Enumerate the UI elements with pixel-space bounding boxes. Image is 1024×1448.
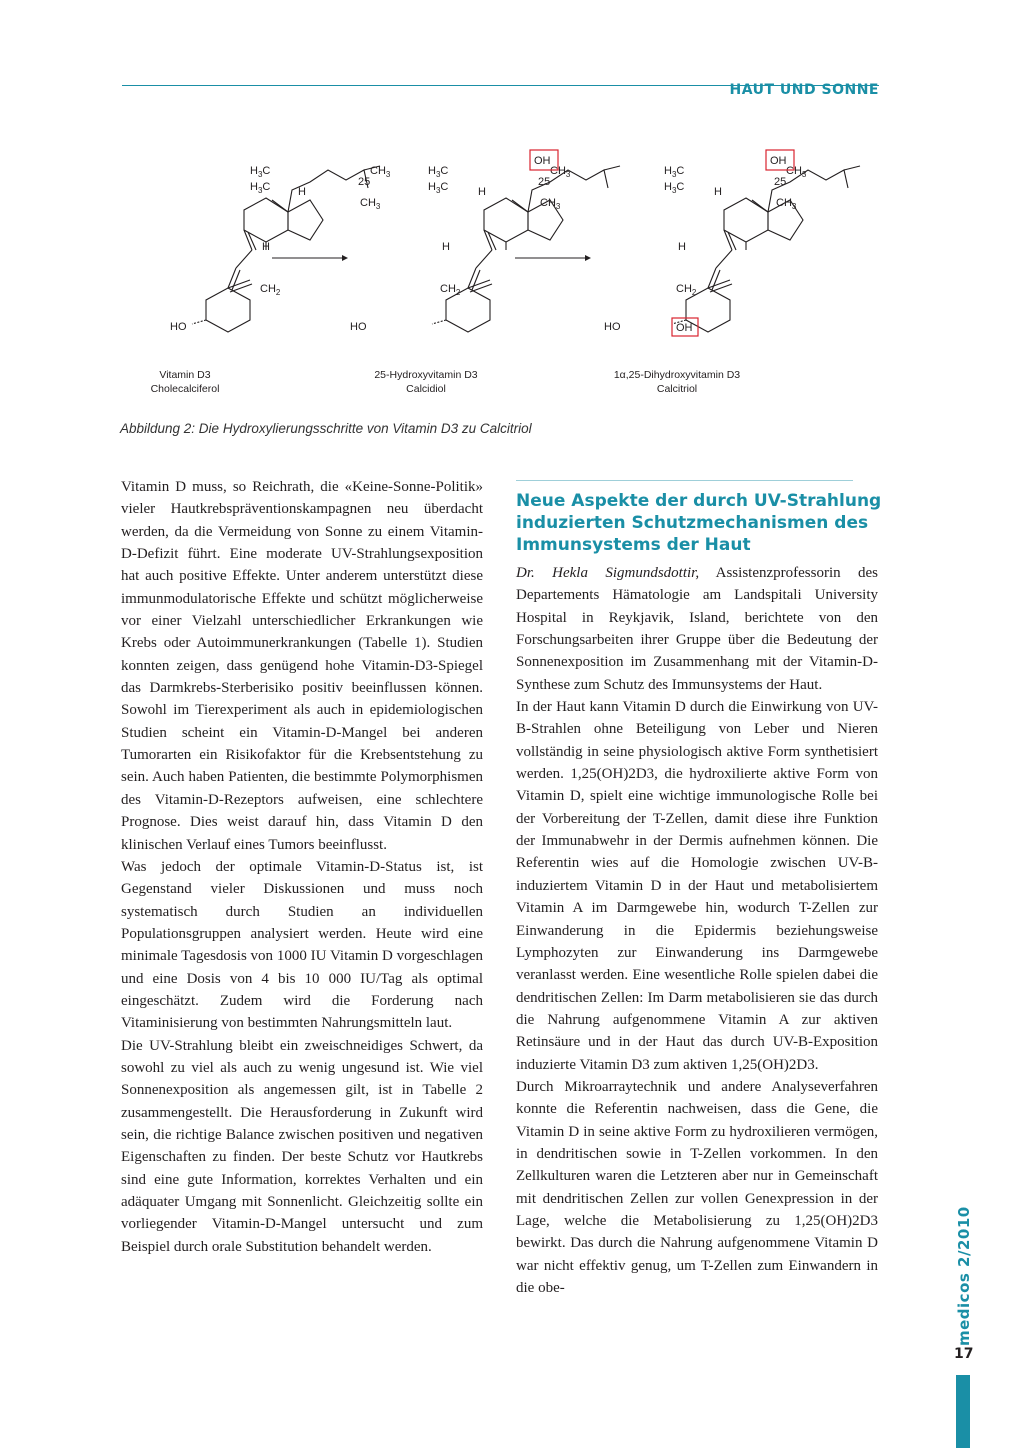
compound-2-name: 25-Hydroxyvitamin D3: [374, 369, 478, 381]
compound-2-alt: Calcidiol: [406, 383, 446, 395]
figure-caption: Abbildung 2: Die Hydroxylierungsschritte von Vitamin D3 zu Calcitriol: [120, 421, 532, 436]
svg-text:OH: OH: [534, 155, 551, 167]
svg-text:HO: HO: [604, 321, 621, 333]
svg-text:CH2: $CH_2$: [440, 283, 461, 297]
article-headline: Neue Aspekte der durch UV-Strahlung induzierten Schutzmechanismen des Immunsystems der Haut: [516, 491, 882, 555]
svg-text:H: H: [442, 241, 450, 253]
svg-text:25: 25: [774, 176, 787, 188]
svg-text:25: 25: [538, 176, 551, 188]
left-column: [121, 476, 483, 1258]
chemical-structures: [110, 140, 900, 410]
svg-text:HO: HO: [170, 321, 187, 333]
svg-text:H: H: [478, 186, 486, 198]
svg-text:H3C: $H_3C$: [250, 165, 271, 179]
svg-text:HO: HO: [350, 321, 367, 333]
svg-text:H: H: [714, 186, 722, 198]
right-paragraph-1: [516, 562, 878, 696]
journal-issue-label: medicos 2/2010: [955, 1206, 973, 1346]
svg-text:CH2: $CH_2$: [260, 283, 281, 297]
right-column: [516, 562, 878, 1299]
svg-text:H: H: [298, 186, 306, 198]
svg-text:25: 25: [358, 176, 371, 188]
journal-issue: [951, 1196, 977, 1346]
svg-text:H3C: $H_3C$: [428, 165, 449, 179]
svg-text:H3C: $H_3C$: [664, 165, 685, 179]
compound-3-name: 1α,25-Dihydroxyvitamin D3: [613, 369, 741, 381]
author-name: Dr. Hekla Sigmundsdottir,: [516, 565, 700, 581]
svg-text:CH3: $CH_3$: [786, 165, 807, 179]
left-paragraph-1: Vitamin D muss, so Reichrath, die «Keine-Sonne-Politik» vieler Hautkrebspräventionskampagnen neu überdacht werden, da die Vermeidung von Sonne zu einem Vitamin-D-Defizit führt. Eine moderate UV-Strahlungsexposition hat auch positive Effekte. Unter anderem unterstützt diese immunmodulatorische Effekte und schützt möglicherweise vor einer Vielzahl unterschiedlicher Erkrankungen wie Krebs oder Autoimmunerkrankungen (Tabelle 1). Studien konnten zeigen, dass genügend hohe Vitamin-D3-Spiegel das Darmkrebs-Sterberisiko positiv beeinflussen können. Sowohl im Tierexperiment als auch in epidemiologischen Studien scheint ein Vitamin-D-Mangel bei anderen Tumorarten ein Risikofaktor für die Krebsentstehung zu sein. Auch haben Patienten, die bestimmte Polymorphismen des Vitamin-D-Rezeptors aufweisen, eine schlechtere Prognose. Dies weist darauf hin, dass Vitamin D den klinischen Verlauf eines Tumors beeinflusst.: [121, 479, 483, 853]
right-paragraph-2: In der Haut kann Vitamin D durch die Einwirkung von UV-B-Strahlen ohne Beteiligung von Leber und Nieren vollständig in seine physiologisch aktive Form synthetisiert werden. 1,25(OH)2D3, die hydroxilierte aktive Form von Vitamin D, spielt eine wichtige immunologische Rolle bei der Vorbereitung der T-Zellen, damit diese ihre Funktion der Immunabwehr in der Dermis aufnehmen können. Die Referentin wies auf die Homologie zwischen UV-B-induziertem Vitamin D in der Haut und metabolisiertem Vitamin A im Darmgewebe hin, wodurch T-Zellen zur Einwanderung in die Epidermis beziehungsweise Lymphozyten zur Einwanderung ins Darmgewebe veranlasst werden. Eine wesentliche Rolle spielen dabei die dendritischen Zellen: Im Darm metabolisieren sie das durch die Nahrung aufgenommene Vitamin A zur aktiven Retinsäure und in der Haut das durch UV-B-Exposition induzierte Vitamin D3 zum aktiven 1,25(OH)2D3.: [516, 699, 878, 1073]
svg-text:CH3: $CH_3$: [540, 197, 561, 211]
svg-text:H: H: [262, 241, 270, 253]
svg-text:CH3: $CH_3$: [360, 197, 381, 211]
side-accent-bar: [956, 1375, 970, 1448]
svg-text:H: H: [678, 241, 686, 253]
right-column-rule: [516, 480, 853, 481]
right-paragraph-1-text: Assistenzprofessorin des Departements Hämatologie am Landspitali University Hospital in Reykjavik, Island, berichtete von den Forschungsarbeiten ihrer Gruppe über die Bedeutung der Sonnenexposition im Zusammenhang mit der Vitamin-D-Synthese zum Schutz des Immunsystems der Haut.: [516, 565, 878, 693]
svg-text:CH3: $CH_3$: [370, 165, 391, 179]
left-paragraph-2: Was jedoch der optimale Vitamin-D-Status ist, ist Gegenstand vieler Diskussionen und muss noch systematisch durch Studien an individuellen Populationsgruppen analysiert werden. Heute wird eine minimale Tagesdosis von 1000 IU Vitamin D vorgeschlagen und eine Dosis von 4 bis 10 000 IU/Tag als optimal eingeschätzt. Zudem wird die Forderung nach Vitaminisierung von bestimmten Nahrungsmitteln laut.: [121, 858, 483, 1032]
section-title: HAUT UND SONNE: [729, 82, 879, 98]
page-number: 17: [954, 1346, 974, 1362]
compound-1-alt: Cholecalciferol: [150, 383, 220, 395]
hydroxylation-figure: [110, 140, 900, 410]
compound-3-alt: Calcitriol: [656, 383, 698, 395]
svg-text:H3C: $H_3C$: [250, 181, 271, 195]
svg-text:CH3: $CH_3$: [550, 165, 571, 179]
svg-text:OH: OH: [770, 155, 787, 167]
svg-text:H3C: $H_3C$: [664, 181, 685, 195]
svg-text:CH3: $CH_3$: [776, 197, 797, 211]
left-paragraph-3: Die UV-Strahlung bleibt ein zweischneidiges Schwert, da sowohl zu viel als auch zu wenig ungesund ist. Wie viel Sonnenexposition als angemessen gilt, ist in Tabelle 2 zusammengestellt. Die Herausforderung in Zukunft wird sein, die richtige Balance zwischen positiven und negativen Eigenschaften zu finden. Der beste Schutz vor Hautkrebs sind eine gute Information, korrektes Verhalten und ein adäquater Umgang mit Sonnenlicht. Gleichzeitig sollte ein vorliegender Vitamin-D-Mangel untersucht und zum Beispiel durch orale Substitution behandelt werden.: [121, 1037, 483, 1255]
svg-text:OH: OH: [676, 322, 693, 334]
svg-text:H3C: $H_3C$: [428, 181, 449, 195]
right-paragraph-3: Durch Mikroarraytechnik und andere Analyseverfahren konnte die Referentin nachweisen, dass die Gene, die Vitamin D in seine aktive Form zu hydroxilieren vermögen, in dendritischen sowie in T-Zellen vorkommen. In den Zellkulturen waren die Letzteren aber nur in Gemeinschaft mit dendritischen Zellen zur vollen Genexpression in der Lage, welche die Metabolisierung zu 1,25(OH)2D3 bewirkt. Das durch die Nahrung aufgenommene Vitamin D war nicht effektiv genug, um T-Zellen zum Einwandern in die obe-: [516, 1078, 878, 1296]
compound-1-name: Vitamin D3: [159, 369, 211, 381]
svg-text:CH2: $CH_2$: [676, 283, 697, 297]
